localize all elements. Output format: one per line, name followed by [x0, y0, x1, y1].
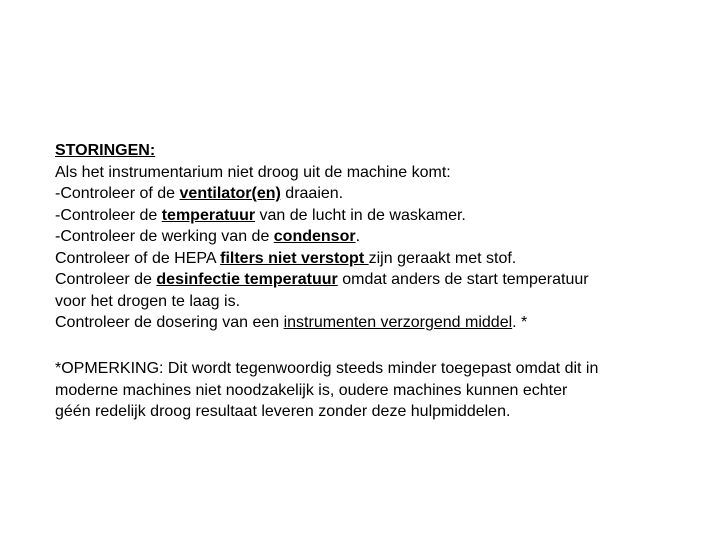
line-text: -Controleer de: [55, 206, 162, 224]
line-text: . *: [512, 314, 528, 331]
underlined-term: temperatuur: [161, 206, 256, 224]
underlined-term: instrumenten verzorgend middel: [283, 314, 513, 331]
line-text: Controleer de: [55, 271, 157, 288]
remark-line: moderne machines niet noodzakelijk is, oudere machines kunnen echter: [55, 381, 568, 399]
line-text: Controleer of de HEPA: [55, 249, 221, 267]
underlined-term: condensor: [273, 228, 356, 245]
remark-line: géén redelijk droog resultaat leveren zonder deze hulpmiddelen.: [55, 403, 511, 420]
line-text: zijn geraakt met stof.: [368, 249, 517, 267]
line-text: -Controleer de werking van de: [55, 228, 274, 245]
remark-line: *OPMERKING: Dit wordt tegenwoordig steeds minder toegepast omdat dit in: [55, 360, 599, 377]
line-text: draaien.: [280, 185, 344, 202]
underlined-term: filters niet verstopt: [220, 249, 369, 267]
line-text: voor het drogen te laag is.: [55, 292, 241, 310]
text-line: [55, 312, 695, 334]
text-line: [55, 162, 695, 184]
text-line: [55, 248, 695, 270]
troubleshooting-text: [55, 140, 695, 334]
text-line: [55, 291, 695, 313]
text-line: [55, 226, 695, 248]
line-text: Als het instrumentarium niet droog uit de machine komt:: [55, 163, 451, 181]
text-line: [55, 205, 695, 227]
line-text: -Controleer of de: [55, 185, 180, 202]
line-text: omdat anders de start temperatuur: [337, 271, 589, 288]
text-line: [55, 269, 695, 291]
heading-line: [55, 140, 695, 162]
line-text: Controleer de dosering van een: [55, 314, 284, 331]
line-text: .: [355, 228, 361, 245]
line-text: van de lucht in de waskamer.: [255, 206, 466, 224]
heading: STORINGEN:: [55, 142, 156, 159]
text-line: [55, 183, 695, 205]
underlined-term: ventilator(en): [179, 185, 281, 202]
remark-text: [55, 358, 695, 423]
underlined-term: desinfectie temperatuur: [156, 271, 338, 288]
